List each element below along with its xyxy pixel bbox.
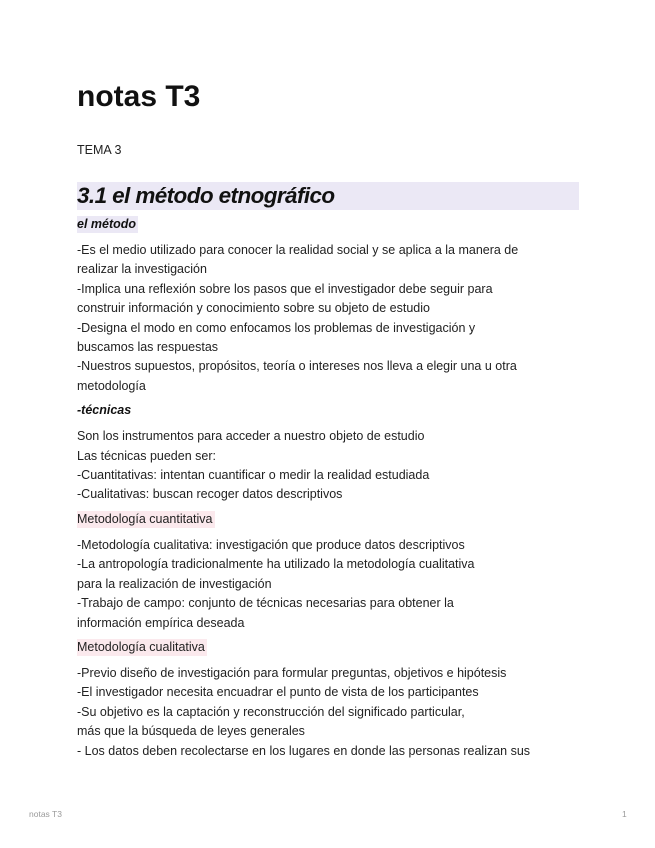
document-content <box>77 78 579 761</box>
text-line: para la realización de investigación <box>77 576 272 591</box>
paragraph-metodo <box>77 241 579 396</box>
text-line: -Cuantitativas: intentan cuantificar o medir la realidad estudiada <box>77 468 430 483</box>
text-line: -Es el medio utilizado para conocer la realidad social y se aplica a la manera de <box>77 243 519 257</box>
text-line: buscamos las respuestas <box>77 340 219 355</box>
page-subtitle: TEMA 3 <box>77 143 122 157</box>
highlight-metodologia-cuantitativa: Metodología cuantitativa <box>77 511 213 526</box>
footer-page-number: 1 <box>622 809 627 819</box>
text-line: -Designa el modo en como enfocamos los problemas de investigación y <box>77 320 476 335</box>
text-line: -Previo diseño de investigación para formular preguntas, objetivos e hipótesis <box>77 665 507 680</box>
paragraph-cuantitativa <box>77 536 579 633</box>
text-line: -Trabajo de campo: conjunto de técnicas necesarias para obtener la <box>77 596 454 611</box>
footer-doc-name: notas T3 <box>29 809 62 819</box>
highlight-metodologia-cualitativa: Metodología cualitativa <box>77 639 205 654</box>
text-line: construir información y conocimiento sobre su objeto de estudio <box>77 301 430 316</box>
paragraph-tecnicas <box>77 427 579 505</box>
subheading-tecnicas: -técnicas <box>77 403 132 418</box>
paragraph-cualitativa <box>77 664 579 761</box>
text-line: -Metodología cualitativa: investigación que produce datos descriptivos <box>77 537 465 552</box>
text-line: Las técnicas pueden ser: <box>77 448 216 463</box>
text-line: -Su objetivo es la captación y reconstrucción del significado particular, <box>77 704 465 719</box>
subheading-el-metodo: el método <box>77 217 137 231</box>
page-title: notas T3 <box>77 80 201 113</box>
text-line: -Nuestros supuestos, propósitos, teoría o intereses nos lleva a elegir una u otra <box>77 359 517 374</box>
section-heading: 3.1 el método etnográfico <box>77 182 579 210</box>
text-line: -Cualitativas: buscan recoger datos descriptivos <box>77 487 343 502</box>
text-line: más que la búsqueda de leyes generales <box>77 724 305 739</box>
text-line: -La antropología tradicionalmente ha utilizado la metodología cualitativa <box>77 557 475 572</box>
text-line: Son los instrumentos para acceder a nuestro objeto de estudio <box>77 429 425 444</box>
text-line: -Implica una reflexión sobre los pasos que el investigador debe seguir para <box>77 281 493 296</box>
text-line: metodología <box>77 378 146 393</box>
text-line: - Los datos deben recolectarse en los lugares en donde las personas realizan sus <box>77 743 531 758</box>
text-line: realizar la investigación <box>77 262 207 277</box>
text-line: información empírica deseada <box>77 615 245 630</box>
text-line: -El investigador necesita encuadrar el punto de vista de los participantes <box>77 685 479 700</box>
